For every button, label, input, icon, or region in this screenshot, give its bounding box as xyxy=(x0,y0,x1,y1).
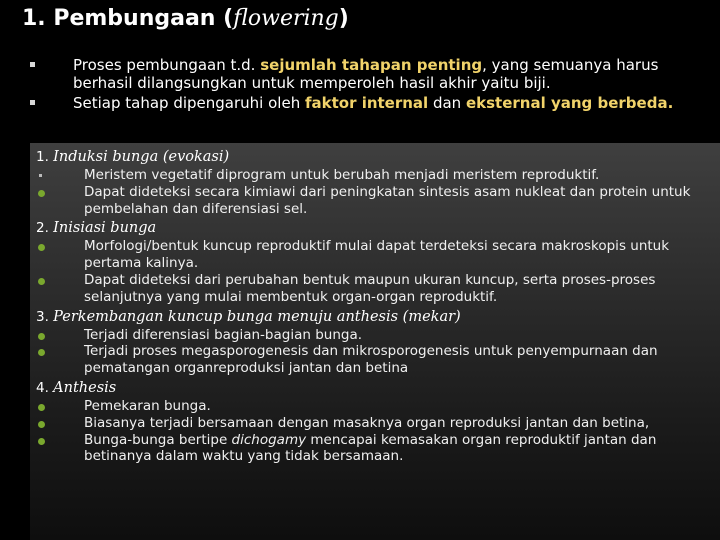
intro-list xyxy=(26,56,706,112)
list-item: Biasanya terjadi bersamaan dengan masaknya organ reproduksi jantan dan betina, xyxy=(36,415,716,432)
section-anthesis xyxy=(36,379,716,465)
section-inisiasi xyxy=(36,219,716,305)
intro-item: Setiap tahap dipengaruhi oleh faktor internal dan eksternal yang berbeda. xyxy=(26,94,706,112)
section-perkembangan xyxy=(36,308,716,377)
dot-bullet-icon xyxy=(38,349,45,356)
intro-item: Proses pembungaan t.d. sejumlah tahapan penting, yang semuanya harus berhasil dilangsungkan untuk memperoleh hasil akhir yaitu biji. xyxy=(26,56,706,92)
dot-bullet-icon xyxy=(38,438,45,445)
section-heading: 2. Inisiasi bunga xyxy=(36,220,157,237)
list-item: Meristem vegetatif diprogram untuk berubah menjadi meristem reproduktif. xyxy=(36,167,716,184)
dot-bullet-icon xyxy=(38,333,45,340)
slide-title: 1. Pembungaan (flowering) xyxy=(22,6,349,31)
square-bullet-icon xyxy=(30,62,35,67)
dot-bullet-icon xyxy=(38,421,45,428)
square-bullet-icon xyxy=(30,100,35,105)
dot-bullet-icon xyxy=(38,278,45,285)
dot-bullet-icon xyxy=(38,244,45,251)
dot-bullet-icon xyxy=(38,404,45,411)
section-induksi xyxy=(36,148,716,217)
dot-bullet-icon xyxy=(38,190,45,197)
section-heading: 4. Anthesis xyxy=(36,379,117,396)
list-item: Terjadi proses megasporogenesis dan mikrosporogenesis untuk penyempurnaan dan pematangan organreproduksi jantan dan betina xyxy=(36,343,716,377)
list-item: Dapat dideteksi secara kimiawi dari peningkatan sintesis asam nukleat dan protein untuk pembelahan dan diferensiasi sel. xyxy=(36,184,716,218)
list-item: Bunga-bunga bertipe dichogamy mencapai kemasakan organ reproduktif jantan dan betinanya dalam waktu yang tidak bersamaan. xyxy=(36,432,716,466)
list-item: Dapat dideteksi dari perubahan bentuk maupun ukuran kuncup, serta proses-proses selanjutnya yang mulai membentuk organ-organ reproduktif. xyxy=(36,272,716,306)
section-heading: 1. Induksi bunga (evokasi) xyxy=(36,149,230,165)
list-item: Terjadi diferensiasi bagian-bagian bunga. xyxy=(36,327,716,344)
section-heading: 3. Perkembangan kuncup bunga menuju anthesis (mekar) xyxy=(36,308,461,325)
stage-sections xyxy=(36,148,716,467)
list-item: Morfologi/bentuk kuncup reproduktif mulai dapat terdeteksi secara makroskopis untuk pertama kalinya. xyxy=(36,238,716,272)
list-item: Pemekaran bunga. xyxy=(36,398,716,415)
square-bullet-icon xyxy=(39,174,42,177)
